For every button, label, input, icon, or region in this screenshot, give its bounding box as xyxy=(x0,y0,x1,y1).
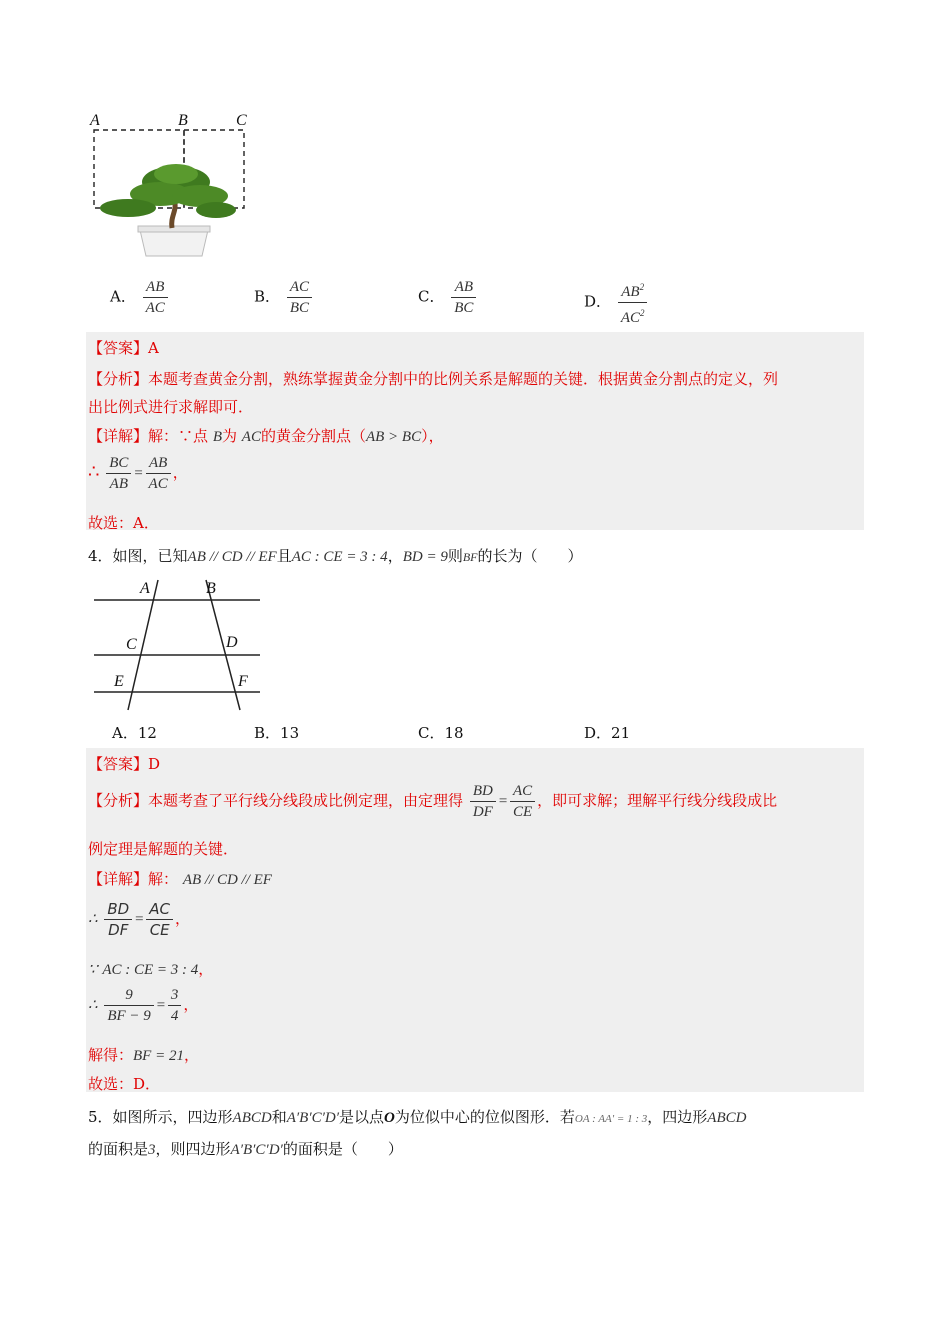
eq-num: 9 xyxy=(104,986,153,1006)
q4-option-d[interactable] xyxy=(584,722,630,743)
q4-stem xyxy=(88,545,583,566)
analysis-text: 本题考查了平行线分线段成比例定理，由定理得 xyxy=(148,791,464,810)
analysis-text: 本题考查黄金分割，熟练掌握黄金分割中的比例关系是解题的关键．根据黄金分割点的定义，列 xyxy=(148,370,779,388)
stem-text: 是以点 xyxy=(339,1108,385,1126)
q3-equation xyxy=(88,454,188,493)
quad-abcd-prime: A′B′C′D′ xyxy=(230,1142,283,1158)
option-letter: D． xyxy=(584,724,612,742)
eq-den: DF xyxy=(108,921,129,939)
quad-abcd: ABCD xyxy=(707,1110,747,1126)
q4-answer xyxy=(88,753,160,774)
eq-num: BD xyxy=(470,782,496,802)
q3-option-c[interactable] xyxy=(418,278,478,317)
q4-analysis-line1 xyxy=(88,782,777,821)
q3-option-d[interactable] xyxy=(584,278,649,327)
stem-text: ，四边形 xyxy=(647,1108,708,1126)
q4-conclusion: 故选：D． xyxy=(88,1075,161,1093)
answer-value: A xyxy=(148,339,159,357)
eq-end: ， xyxy=(198,960,214,978)
q3-analysis-line2: 出比例式进行求解即可． xyxy=(88,398,254,416)
eq-den: AC xyxy=(148,476,168,492)
option-num-sup: 2 xyxy=(639,282,645,292)
eq-den: CE xyxy=(512,804,533,820)
option-num: AC xyxy=(287,278,312,298)
option-den-sup: 2 xyxy=(639,308,645,318)
condition-expr: AB > BC xyxy=(365,429,422,445)
option-letter: C． xyxy=(418,724,445,742)
q4-step3 xyxy=(88,986,198,1025)
eq-sign: = xyxy=(497,793,508,810)
q3-answer xyxy=(88,337,159,358)
stem-text: 的面积是 xyxy=(88,1140,149,1158)
answer-value: D xyxy=(148,755,161,773)
option-letter: B． xyxy=(254,287,281,306)
stem-text: ，则四边形 xyxy=(155,1140,231,1158)
option-letter: A． xyxy=(112,724,138,742)
answer-tag: 【答案】 xyxy=(88,339,149,357)
eq-num: BC xyxy=(106,454,131,474)
eq-end: ， xyxy=(175,909,191,928)
eq-end: ， xyxy=(172,463,188,482)
q4-analysis-line2: 例定理是解题的关键． xyxy=(88,840,239,858)
q4-step1 xyxy=(88,900,190,939)
eq-num: AC xyxy=(510,782,535,802)
label-c: C xyxy=(236,112,247,129)
option-num: AB xyxy=(143,278,168,298)
detail-tag: 【详解】 xyxy=(88,870,149,888)
q3-figure xyxy=(88,112,258,262)
point-b: B xyxy=(206,580,216,597)
q3-analysis-line1 xyxy=(88,368,778,389)
stem-text: 和 xyxy=(271,1108,287,1126)
stem-text: 4．如图，已知 xyxy=(88,547,188,565)
eq-sign: = xyxy=(134,911,145,928)
detail-text: 解：∵点 xyxy=(148,427,209,445)
because-symbol: ∵ xyxy=(88,962,98,978)
stem-text: 且 xyxy=(276,547,292,565)
q5-stem-line2 xyxy=(88,1138,403,1159)
eq-den: BF − 9 xyxy=(107,1008,151,1024)
option-value: 21 xyxy=(611,724,631,742)
eq-sign: = xyxy=(133,465,144,482)
stem-text: 5．如图所示，四边形 xyxy=(88,1108,233,1126)
eq-end: ， xyxy=(183,995,199,1014)
option-letter: A． xyxy=(110,287,136,306)
point-a: A xyxy=(140,580,150,597)
detail-text: 的黄金分割点（ xyxy=(260,427,366,445)
eq-end: ， xyxy=(183,1046,199,1064)
q5-stem-line1 xyxy=(88,1106,746,1127)
q4-option-a[interactable] xyxy=(112,722,157,743)
q3-conclusion: 故选：A． xyxy=(88,514,159,532)
therefore-symbol: ∴ xyxy=(88,461,100,483)
eq-num: 3 xyxy=(168,986,182,1006)
q3-detail-line xyxy=(88,425,444,446)
label-a: A xyxy=(90,112,100,129)
stem-parallel: AB // CD // EF xyxy=(187,549,277,565)
analysis-tag: 【分析】 xyxy=(88,370,149,388)
eq-sign: = xyxy=(155,997,166,1014)
q4-figure xyxy=(88,578,268,713)
point-d: D xyxy=(226,634,238,651)
eq-den: 4 xyxy=(170,1008,179,1024)
detail-text: 解： xyxy=(148,870,179,888)
stem-text: 的长为（ ） xyxy=(477,547,583,565)
therefore-symbol: ∴ xyxy=(88,997,98,1014)
option-num: AB xyxy=(451,278,476,298)
point-c: C xyxy=(126,636,137,653)
point-o: O xyxy=(384,1110,395,1126)
option-den: AC xyxy=(620,310,640,326)
stem-text: 则 xyxy=(447,547,463,565)
analysis-text: ，即可求解；理解平行线分线段成比 xyxy=(537,791,778,810)
quad-abcd: ABCD xyxy=(232,1110,272,1126)
option-num: AB xyxy=(621,284,640,300)
q4-result xyxy=(88,1044,199,1065)
q4-step2 xyxy=(88,958,213,979)
option-value: 18 xyxy=(444,724,464,742)
quad-abcd-prime: A′B′C′D′ xyxy=(286,1110,340,1126)
result-expr: BF = 21 xyxy=(133,1048,184,1064)
stem-bd: BD = 9 xyxy=(402,549,448,565)
option-letter: B． xyxy=(254,724,281,742)
therefore-symbol: ∴ xyxy=(88,911,98,928)
option-value: 12 xyxy=(137,724,157,742)
stem-text: ， xyxy=(387,547,403,565)
area-value: 3 xyxy=(148,1142,156,1158)
option-letter: C． xyxy=(418,287,445,306)
q4-option-c[interactable] xyxy=(418,722,464,743)
option-den: AC xyxy=(145,300,165,316)
point-b: B xyxy=(212,429,222,445)
option-letter: D． xyxy=(584,292,612,311)
stem-bf: BF xyxy=(462,550,478,564)
detail-tag: 【详解】 xyxy=(88,427,149,445)
q4-detail-line xyxy=(88,868,272,889)
result-text: 解得： xyxy=(88,1046,134,1064)
pot-shape xyxy=(140,230,208,256)
q4-option-b[interactable] xyxy=(254,722,299,743)
detail-parallel: AB // CD // EF xyxy=(182,872,272,888)
q3-option-a[interactable] xyxy=(110,278,170,317)
stem-text: 为位似中心的位似图形．若 xyxy=(394,1108,575,1126)
eq-den: CE xyxy=(149,921,170,939)
bonsai-figure-svg xyxy=(88,112,258,262)
point-f: F xyxy=(238,673,248,690)
eq-num: BD xyxy=(104,900,132,920)
detail-text: ）， xyxy=(421,427,444,445)
detail-text: 为 xyxy=(221,427,237,445)
eq-den: AB xyxy=(109,476,128,492)
ratio-expr: OA : AA′ = 1 : 3 xyxy=(574,1113,648,1125)
option-den: BC xyxy=(289,300,309,316)
parallel-lines-svg xyxy=(88,578,268,713)
point-e: E xyxy=(114,673,124,690)
q3-option-b[interactable] xyxy=(254,278,314,317)
stem-text: 的面积是（ ） xyxy=(282,1140,403,1158)
segment-ac: AC xyxy=(241,429,261,445)
eq-num: AC xyxy=(146,900,173,920)
eq-den: DF xyxy=(472,804,493,820)
analysis-tag: 【分析】 xyxy=(88,791,149,810)
stem-ratio: AC : CE = 3 : 4 xyxy=(291,549,388,565)
eq-num: AB xyxy=(146,454,171,474)
answer-tag: 【答案】 xyxy=(88,755,149,773)
step2-expr: AC : CE = 3 : 4 xyxy=(102,962,199,978)
label-b: B xyxy=(178,112,188,129)
option-value: 13 xyxy=(280,724,300,742)
option-den: BC xyxy=(454,300,474,316)
